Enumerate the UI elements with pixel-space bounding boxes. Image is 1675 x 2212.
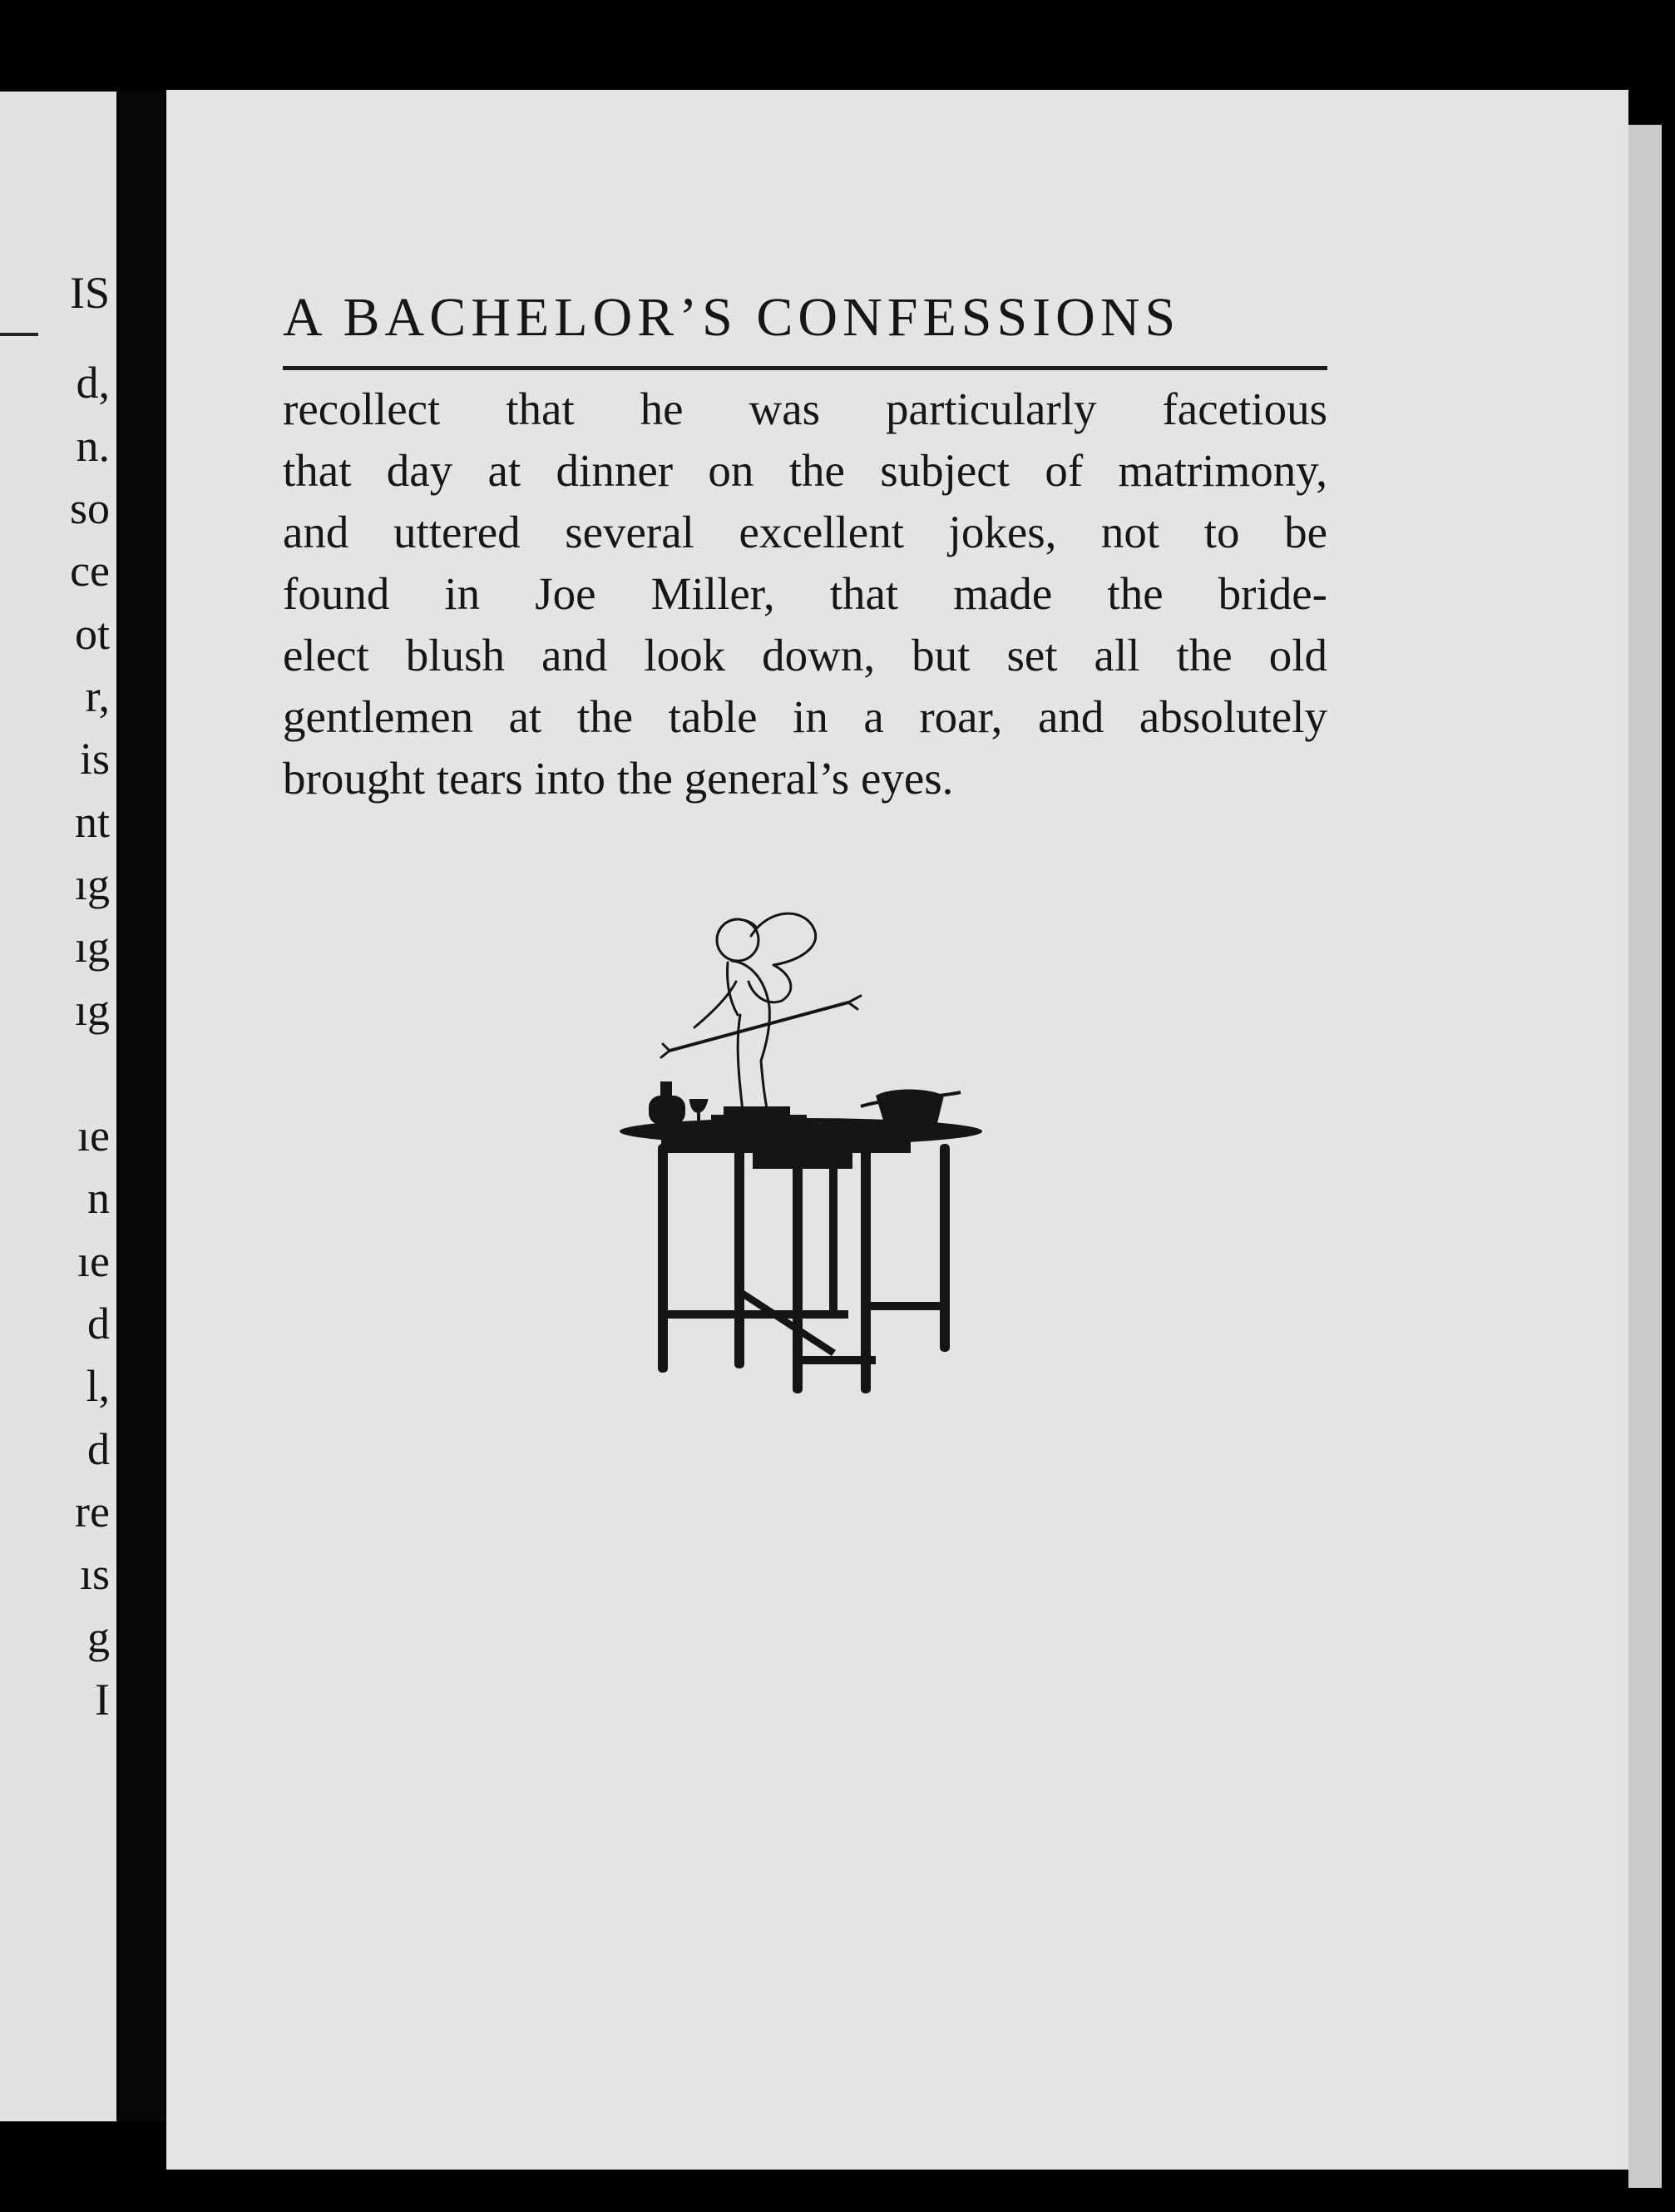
facing-page-line-fragment: ıs bbox=[79, 1549, 110, 1599]
facing-page-line-fragment: d bbox=[87, 1299, 110, 1348]
facing-page-line-fragment: ıe bbox=[77, 1111, 110, 1160]
facing-page-left bbox=[0, 92, 116, 2121]
facing-page-line-fragment: ce bbox=[70, 546, 110, 596]
facing-page-line-fragment: ıe bbox=[77, 1236, 110, 1286]
facing-page-head-rule bbox=[0, 333, 38, 336]
text-line: elect blush and look down, but set all the old bbox=[283, 630, 1327, 680]
cupid-on-table-illustration bbox=[611, 903, 990, 1402]
facing-page-line-fragment: l, bbox=[86, 1361, 110, 1411]
page-edge bbox=[1628, 125, 1662, 2188]
facing-page-line-fragment: re bbox=[75, 1487, 110, 1537]
text-line: and uttered several excellent jokes, not to be bbox=[283, 507, 1327, 557]
facing-page-line-fragment: r, bbox=[85, 671, 110, 721]
text-line: brought tears into the general’s eyes. bbox=[283, 753, 954, 804]
facing-page-running-head-fragment: IS bbox=[69, 268, 110, 318]
facing-page-line-fragment: so bbox=[69, 483, 110, 533]
text-line: gentlemen at the table in a roar, and absolutely bbox=[283, 691, 1327, 742]
facing-page-line-fragment: n bbox=[87, 1173, 110, 1223]
facing-page-line-fragment: is bbox=[79, 734, 110, 784]
facing-page-line-fragment: d, bbox=[76, 358, 110, 408]
facing-page-line-fragment: ıg bbox=[74, 922, 110, 972]
running-head: A BACHELOR’S CONFESSIONS bbox=[283, 287, 1181, 348]
book-gutter bbox=[116, 92, 165, 2121]
facing-page-line-fragment: g bbox=[87, 1612, 110, 1662]
facing-page-line-fragment: ıg bbox=[74, 859, 110, 909]
text-line: that day at dinner on the subject of matrimony, bbox=[283, 445, 1327, 496]
facing-page-line-fragment: I bbox=[95, 1675, 110, 1725]
running-head-rule bbox=[283, 366, 1327, 370]
text-line: recollect that he was particularly facetious bbox=[283, 384, 1327, 434]
facing-page-line-fragment: ıg bbox=[74, 985, 110, 1035]
facing-page-line-fragment: nt bbox=[74, 797, 110, 847]
facing-page-line-fragment: d bbox=[87, 1424, 110, 1474]
facing-page-line-fragment: n. bbox=[76, 421, 110, 471]
facing-page-line-fragment: ot bbox=[74, 609, 110, 659]
text-line: found in Joe Miller, that made the bride- bbox=[283, 568, 1327, 619]
body-text bbox=[283, 379, 1327, 809]
